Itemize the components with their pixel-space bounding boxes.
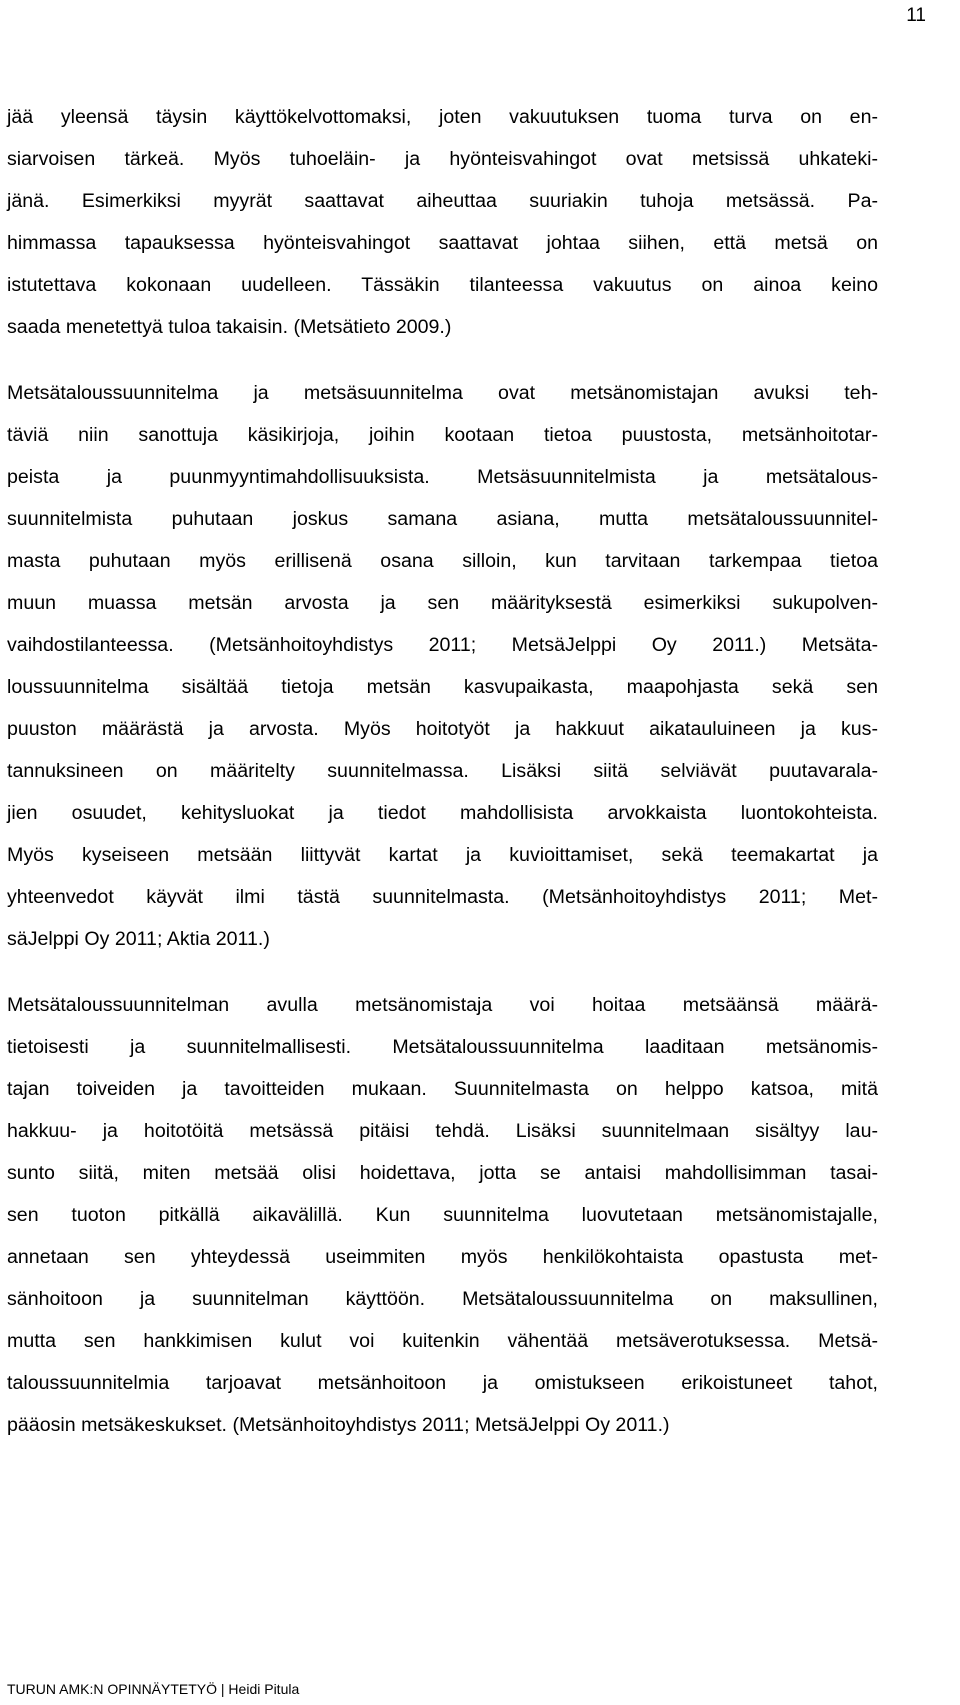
text-line: istutettava kokonaan uudelleen. Tässäkin tilanteessa vakuutus on ainoa keino — [7, 274, 878, 296]
text-line: puuston määrästä ja arvosta. Myös hoitotyöt ja hakkuut aikatauluineen ja kus- — [7, 718, 878, 740]
page-footer: TURUN AMK:N OPINNÄYTETYÖ | Heidi Pitula — [7, 1681, 300, 1697]
text-line: säJelppi Oy 2011; Aktia 2011.) — [7, 928, 270, 950]
text-line: annetaan sen yhteydessä useimmiten myös henkilökohtaista opastusta met- — [7, 1246, 878, 1268]
text-line: Metsätaloussuunnitelman avulla metsänomistaja voi hoitaa metsäänsä määrä- — [7, 994, 878, 1016]
text-line: Myös kyseiseen metsään liittyvät kartat ja kuvioittamiset, sekä teemakartat ja — [7, 844, 878, 866]
text-line: suunnitelmista puhutaan joskus samana asiana, mutta metsätaloussuunnitel- — [7, 508, 878, 530]
text-line: jien osuudet, kehitysluokat ja tiedot mahdollisista arvokkaista luontokohteista. — [7, 802, 878, 824]
text-line: sen tuoton pitkällä aikavälillä. Kun suunnitelma luovutetaan metsänomistajalle, — [7, 1204, 878, 1226]
text-line: masta puhutaan myös erillisenä osana silloin, kun tarvitaan tarkempaa tietoa — [7, 550, 878, 572]
text-line: pääosin metsäkeskukset. (Metsänhoitoyhdistys 2011; MetsäJelppi Oy 2011.) — [7, 1414, 670, 1436]
text-line: yhteenvedot käyvät ilmi tästä suunnitelmasta. (Metsänhoitoyhdistys 2011; Met- — [7, 886, 878, 908]
text-line: siarvoisen tärkeä. Myös tuhoeläin- ja hyönteisvahingot ovat metsissä uhkateki- — [7, 148, 878, 170]
text-line: mutta sen hankkimisen kulut voi kuitenkin vähentää metsäverotuksessa. Metsä- — [7, 1330, 878, 1352]
text-line: jänä. Esimerkiksi myyrät saattavat aiheuttaa suuriakin tuhoja metsässä. Pa- — [7, 190, 878, 212]
text-line: sänhoitoon ja suunnitelman käyttöön. Metsätaloussuunnitelma on maksullinen, — [7, 1288, 878, 1310]
text-line: peista ja puunmyyntimahdollisuuksista. Metsäsuunnitelmista ja metsätalous- — [7, 466, 878, 488]
text-line: hakkuu- ja hoitotöitä metsässä pitäisi tehdä. Lisäksi suunnitelmaan sisältyy lau- — [7, 1120, 878, 1142]
text-line: jää yleensä täysin käyttökelvottomaksi, joten vakuutuksen tuoma turva on en- — [7, 106, 878, 128]
text-line: täviä niin sanottuja käsikirjoja, joihin kootaan tietoa puustosta, metsänhoitotar- — [7, 424, 878, 446]
text-line: Metsätaloussuunnitelma ja metsäsuunnitelma ovat metsänomistajan avuksi teh- — [7, 382, 878, 404]
text-line: tajan toiveiden ja tavoitteiden mukaan. Suunnitelmasta on helppo katsoa, mitä — [7, 1078, 878, 1100]
text-line: loussuunnitelma sisältää tietoja metsän kasvupaikasta, maapohjasta sekä sen — [7, 676, 878, 698]
text-line: muun muassa metsän arvosta ja sen määrityksestä esimerkiksi sukupolven- — [7, 592, 878, 614]
text-line: taloussuunnitelmia tarjoavat metsänhoitoon ja omistukseen erikoistuneet tahot, — [7, 1372, 878, 1394]
text-line: saada menetettyä tuloa takaisin. (Metsätieto 2009.) — [7, 316, 452, 338]
page-number: 11 — [906, 5, 926, 26]
text-line: tannuksineen on määritelty suunnitelmassa. Lisäksi siitä selviävät puutavarala- — [7, 760, 878, 782]
text-line: tietoisesti ja suunnitelmallisesti. Metsätaloussuunnitelma laaditaan metsänomis- — [7, 1036, 878, 1058]
text-line: himmassa tapauksessa hyönteisvahingot saattavat johtaa siihen, että metsä on — [7, 232, 878, 254]
text-line: sunto siitä, miten metsää olisi hoidettava, jotta se antaisi mahdollisimman tasai- — [7, 1162, 878, 1184]
text-line: vaihdostilanteessa. (Metsänhoitoyhdistys 2011; MetsäJelppi Oy 2011.) Metsäta- — [7, 634, 878, 656]
